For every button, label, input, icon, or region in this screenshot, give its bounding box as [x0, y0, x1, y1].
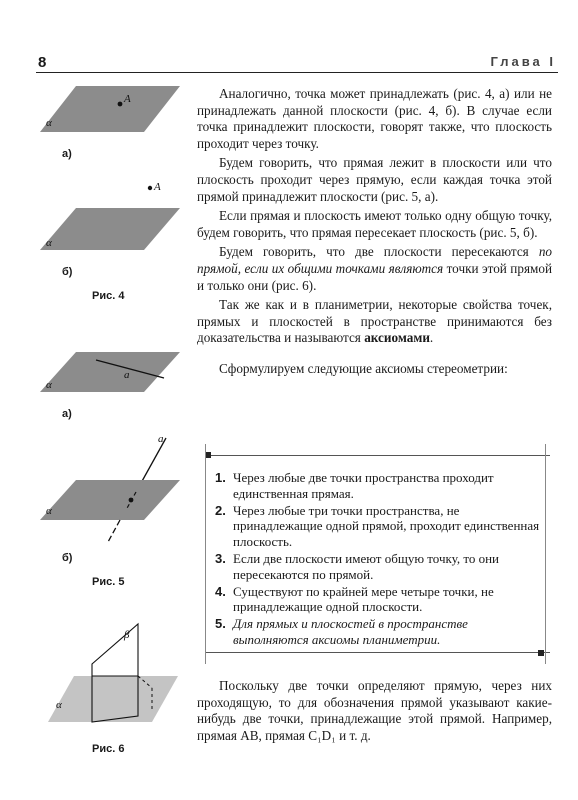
- figure-5b-label: б): [62, 552, 73, 564]
- figure-6: [40, 618, 180, 726]
- paragraph-4-end: точки этой прямой и только они (рис. 6).: [197, 260, 553, 293]
- plane-alpha-label: α: [46, 117, 52, 129]
- figure-5a: [40, 350, 180, 396]
- point-a: [148, 186, 152, 190]
- plane-beta-label: β: [124, 629, 130, 641]
- figure-5-caption: Рис. 5: [92, 576, 125, 588]
- plane-alpha: [40, 86, 180, 132]
- axiom-text: Через любые три точки пространства, не принадлежащие одной прямой, проходит единственная плоскость.: [233, 502, 540, 550]
- axiom-number: 4.: [215, 583, 226, 599]
- header-rule: [36, 72, 558, 73]
- chapter-title: Глава I: [490, 54, 556, 69]
- axiom-item: [215, 616, 540, 648]
- figure-4a: [40, 80, 180, 140]
- line-a-lower: [108, 520, 120, 542]
- point-a-label: A: [124, 93, 131, 105]
- paragraph-5-start: Так же как и в планиметрии, некоторые свойства точек, прямых и плоскостей в пространстве принимаются без доказательства и называются: [197, 297, 552, 346]
- plane-alpha-label: α: [56, 699, 62, 711]
- axioms-list: [215, 470, 540, 649]
- point-a: [118, 102, 123, 107]
- plane-alpha-label: α: [46, 379, 52, 391]
- paragraph-5-end: .: [429, 330, 434, 346]
- box-vertical-rule: [545, 444, 546, 664]
- axiom-text: Существуют по крайней мере четыре точки, не принадлежащие одной плоскости.: [233, 583, 494, 615]
- axiom-number: 3.: [215, 550, 226, 566]
- axiom-number: 5.: [215, 616, 226, 632]
- paragraph-4: [197, 244, 552, 294]
- axiom-item: [215, 584, 540, 616]
- figure-4b: [40, 178, 180, 254]
- plane-alpha: [40, 208, 180, 250]
- paragraph-7: Поскольку две точки определяют прямую, через них проходящую, то для обозначения прямой указывают какие-нибудь две точки, принадлежащие этой прямой. Например, прямая AB, прямая C₁D₁ и т. д.: [197, 678, 552, 743]
- axiom-item: [215, 470, 540, 502]
- paragraph-4-emphasis: по прямой, если их общими точками являются: [197, 244, 552, 276]
- axiom-item: [215, 551, 540, 583]
- main-text-bottom: [197, 678, 552, 744]
- line-a-label: a: [158, 434, 164, 445]
- line-a-label: a: [124, 369, 130, 381]
- figure-5a-label: а): [62, 408, 72, 420]
- paragraph-3: Если прямая и плоскость имеют только одну общую точку, будем говорить, что прямая пересекает плоскость (рис. 5, б).: [197, 208, 552, 240]
- plane-alpha: [40, 480, 180, 520]
- axiom-text: Через любые две точки пространства проходит единственная прямая.: [233, 470, 494, 501]
- paragraph-2: Будем говорить, что прямая лежит в плоскости или что плоскость проходит через прямую, если каждая точка этой прямой принадлежит плоскости (рис. 5, а).: [197, 155, 552, 204]
- figure-4b-label: б): [62, 266, 73, 278]
- figure-6-caption: Рис. 6: [92, 743, 125, 755]
- paragraph-5: [197, 297, 552, 347]
- axiom-number: 1.: [215, 470, 226, 485]
- paragraph-1: Аналогично, точка может принадлежать (рис. 4, а) или не принадлежать данной плоскости (рис. 4, б). В случае если точка принадлежит плоскости, говорят также, что плоскость проходит через точку.: [197, 86, 552, 151]
- main-text: [197, 86, 552, 378]
- axioms-box: [205, 455, 550, 653]
- axiom-number: 2.: [215, 502, 226, 518]
- axiom-text: Если две плоскости имеют общую точку, то они пересекаются по прямой.: [233, 550, 500, 582]
- paragraph-4-start: Будем говорить, что две плоскости пересекаются: [219, 244, 539, 260]
- plane-alpha: [40, 352, 180, 392]
- box-vertical-rule: [205, 444, 206, 664]
- intersection-point: [129, 498, 134, 503]
- point-a-label: A: [154, 181, 161, 193]
- axiom-text: Для прямых и плоскостей в пространстве выполняются аксиомы планиметрии.: [233, 616, 468, 647]
- axiom-item: [215, 503, 540, 550]
- plane-alpha-label: α: [46, 237, 52, 249]
- box-corner-mark: [538, 650, 544, 656]
- figure-4a-label: а): [62, 148, 72, 160]
- plane-alpha-label: α: [46, 505, 52, 517]
- figure-5b: [40, 434, 180, 544]
- plane-alpha: [48, 676, 178, 722]
- figure-4-caption: Рис. 4: [92, 290, 125, 302]
- term-axioms: аксиомами: [364, 330, 430, 346]
- paragraph-6: Сформулируем следующие аксиомы стереометрии:: [219, 360, 508, 376]
- page-number: 8: [38, 54, 47, 71]
